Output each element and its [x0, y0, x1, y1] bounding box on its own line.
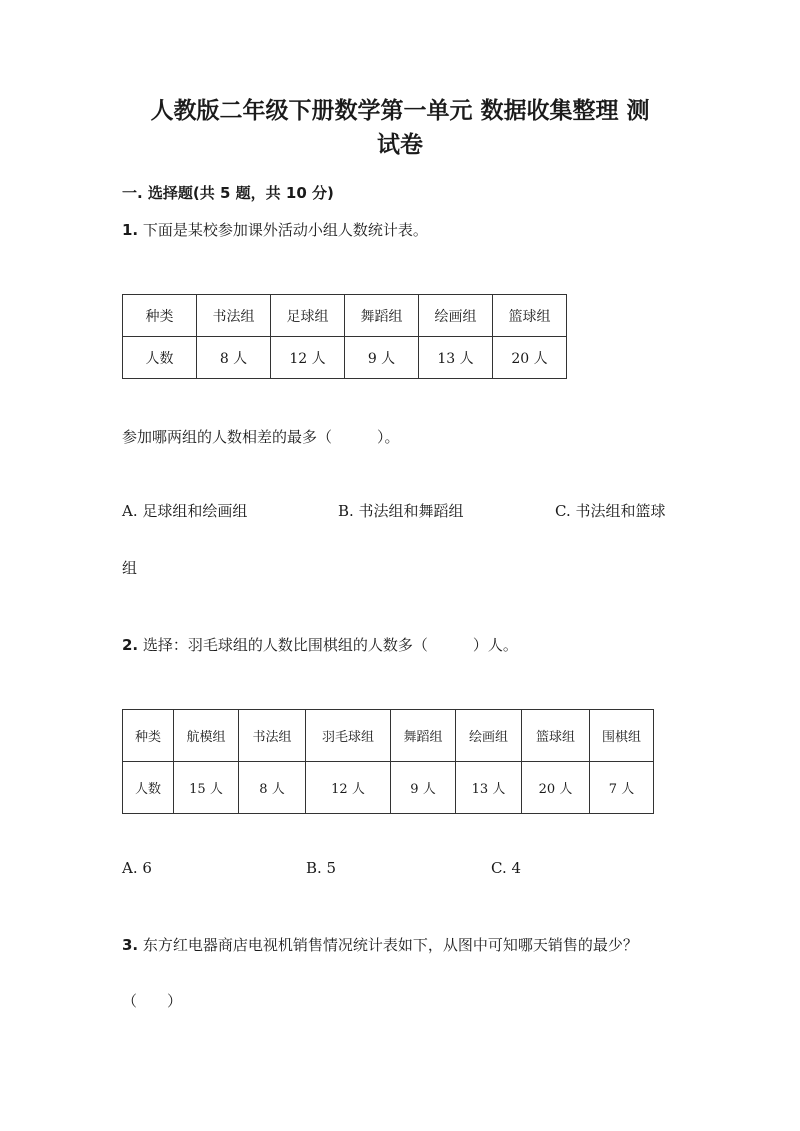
table-cell: 书法组: [239, 710, 306, 762]
table-cell: 8 人: [239, 762, 306, 814]
title-line-2: 试卷: [377, 132, 423, 158]
question-1-prompt: 参加哪两组的人数相差的最多（ ）。: [122, 428, 400, 446]
question-1-stem: [122, 219, 428, 240]
table-cell: 人数: [123, 762, 174, 814]
question-1-option-a[interactable]: A. 足球组和绘画组: [122, 502, 248, 520]
table-row: [123, 337, 567, 379]
question-2-number: 2.: [122, 636, 139, 654]
table-cell: 围棋组: [590, 710, 654, 762]
table-cell: 羽毛球组: [306, 710, 391, 762]
question-2-option-c[interactable]: C. 4: [491, 859, 522, 877]
table-cell: 15 人: [174, 762, 239, 814]
table-cell: 航模组: [174, 710, 239, 762]
question-1-text: 下面是某校参加课外活动小组人数统计表。: [142, 221, 428, 239]
section-heading: 一. 选择题(共 5 题，共 10 分): [122, 184, 334, 202]
table-cell: 舞蹈组: [345, 295, 419, 337]
question-3-stem: [122, 934, 638, 955]
question-1-number: 1.: [122, 221, 139, 239]
table-cell: 足球组: [271, 295, 345, 337]
table-cell: 8 人: [197, 337, 271, 379]
question-2-option-b[interactable]: B. 5: [306, 859, 337, 877]
question-2-text: 选择：羽毛球组的人数比围棋组的人数多（ ）人。: [142, 636, 518, 654]
table-cell: 12 人: [271, 337, 345, 379]
table-cell: 9 人: [345, 337, 419, 379]
table-cell: 12 人: [306, 762, 391, 814]
table-cell: 舞蹈组: [391, 710, 456, 762]
question-1-option-c-continued: 组: [122, 559, 138, 577]
table-cell: 种类: [123, 710, 174, 762]
table-cell: 9 人: [391, 762, 456, 814]
question-3-answer-blank[interactable]: （ ）: [122, 992, 183, 1010]
title-line-1: 人教版二年级下册数学第一单元 数据收集整理 测: [150, 98, 650, 124]
question-3-number: 3.: [122, 936, 139, 954]
table-cell: 书法组: [197, 295, 271, 337]
table-cell: 20 人: [522, 762, 590, 814]
question-1-table: [122, 294, 567, 379]
table-header-row: [123, 295, 567, 337]
table-cell: 13 人: [456, 762, 522, 814]
page-title: [0, 94, 800, 162]
table-cell: 种类: [123, 295, 197, 337]
table-cell: 绘画组: [419, 295, 493, 337]
question-1-option-c[interactable]: C. 书法组和篮球: [555, 502, 666, 520]
question-2-table: [122, 709, 654, 814]
table-cell: 人数: [123, 337, 197, 379]
table-row: [123, 762, 654, 814]
question-2-option-a[interactable]: A. 6: [122, 859, 152, 877]
question-3-text: 东方红电器商店电视机销售情况统计表如下，从图中可知哪天销售的最少？: [142, 936, 638, 954]
table-cell: 7 人: [590, 762, 654, 814]
table-cell: 篮球组: [522, 710, 590, 762]
table-header-row: [123, 710, 654, 762]
table-cell: 篮球组: [493, 295, 567, 337]
table-cell: 13 人: [419, 337, 493, 379]
question-1-option-b[interactable]: B. 书法组和舞蹈组: [338, 502, 464, 520]
question-2-stem: [122, 634, 518, 655]
table-cell: 绘画组: [456, 710, 522, 762]
table-cell: 20 人: [493, 337, 567, 379]
